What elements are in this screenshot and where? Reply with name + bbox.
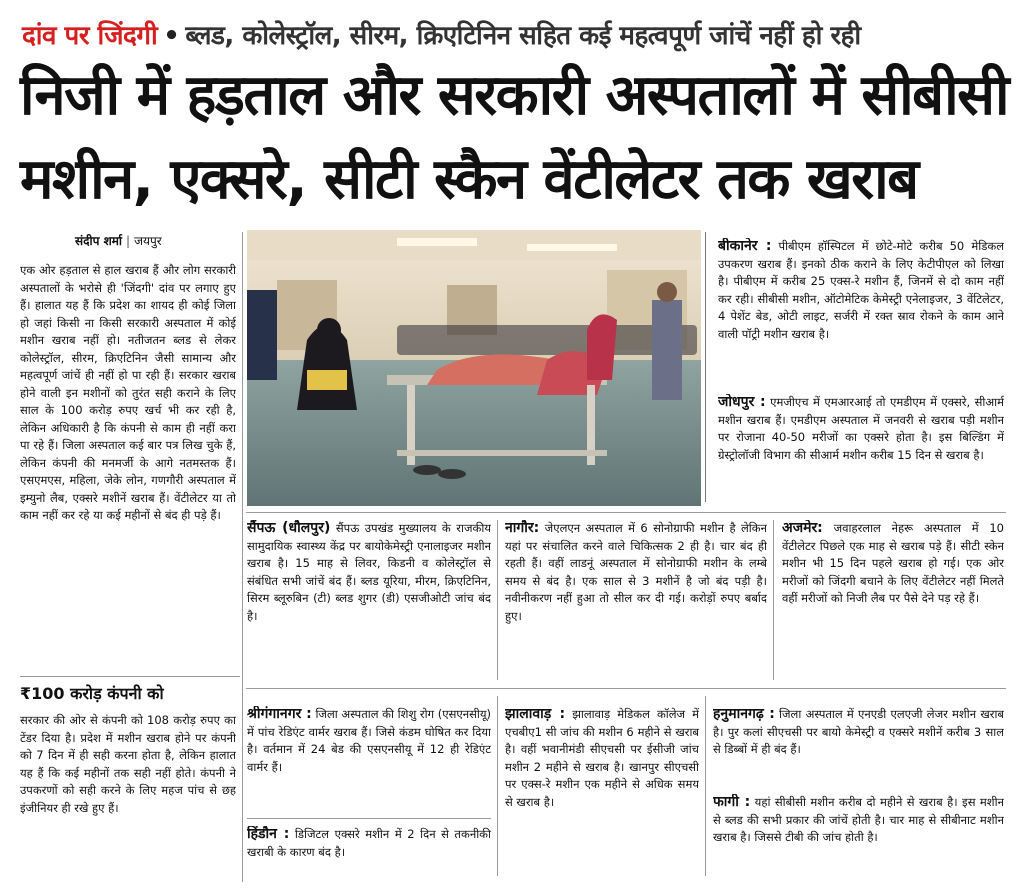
hindaun-place: हिंडौन : — [247, 826, 290, 842]
column-rule-2 — [497, 520, 498, 680]
left-body2-text: सरकार की ओर से कंपनी को 108 करोड़ रुपए का टेंडर दिया है। प्रदेश में मशीन खराब होने पर कंपनी को 7 दिन में ही सही करना होता है, लेकिन हालात यह हैं कि कई महीनों तक सही नहीं होते। कंपनी ने उपकरणों को सही करने के लिए महज पांच से छह इंजीनियर ही रखे हुए हैं। — [20, 713, 236, 815]
right-box-rule — [705, 232, 706, 502]
jodhpur-block — [718, 394, 1004, 504]
column-rule-3 — [773, 520, 774, 680]
column-rule-4 — [497, 696, 498, 876]
column-rule-5 — [705, 696, 706, 876]
hospital-photo-svg — [247, 230, 701, 506]
left-column-body — [20, 262, 236, 674]
left-column-body-2 — [20, 712, 236, 877]
jodhpur-place: जोधपुर : — [718, 394, 766, 410]
kicker-bullet: • — [163, 21, 180, 51]
hanumangarh-text: जिला अस्पताल में एनएडी एलएजी लेजर मशीन खराब है। पुर कलां सीएचसी पर बायो केमेस्ट्री व एक्सरे मशीनें करीब 3 साल से डिब्बों में ही बंद हैं। — [713, 707, 1004, 756]
kicker-text: ब्लड, कोलेस्ट्रॉल, सीरम, क्रिएटिनिन सहित कई महत्वपूर्ण जांचें नहीं हो रही — [185, 21, 861, 51]
photo-divider — [246, 512, 1006, 513]
sriganganagar-block — [247, 706, 491, 806]
bikaner-block — [718, 238, 1004, 384]
left-subhead: ₹100 करोड़ कंपनी को — [20, 684, 164, 703]
bikaner-place: बीकानेर : — [718, 238, 772, 254]
kicker-tag: दांव पर जिंदगी — [22, 21, 158, 51]
nagaur-text: जेएलएन अस्पताल में 6 सोनोग्राफी मशीन है लेकिन यहां पर संचालित करने वाले चिकित्सक 2 ही है। चार बंद ही रहती हैं। वहीं लाडनूं अस्पताल में सोनोग्राफी मशीन के लम्बे समय से बंद है। एक साल से 3 मशीनें है जो बंद पड़ी है। नवीनीकरण नहीं हुआ तो सील कर दी गई। करोड़ों रुपए बर्बाद हुए। — [505, 521, 767, 623]
byline-city: जयपुर — [134, 234, 162, 248]
saipau-block — [247, 520, 491, 672]
hanumangarh-block — [713, 706, 1004, 786]
kicker — [22, 16, 1012, 56]
hindaun-divider — [247, 818, 491, 819]
jhalawar-block — [505, 706, 699, 878]
ajmer-block — [782, 520, 1004, 672]
jhalawar-text: झालावाड़ मेडिकल कॉलेज में एचबीए1 सी जांच की मशीन 6 महीने से खराब है। वहीं भवानीमंडी सीएचसी पर ईसीजी जांच मशीन 2 महीने से खराब है। खानपुर सीएचसी पर एक्स-रे मशीन एक महीने से अधिक समय से खराब है। — [505, 707, 699, 809]
sriganganagar-text: जिला अस्पताल की शिशु रोग (एसएनसीयू) में पांच रेडिएंट वार्मर खराब हैं। जिसे कंडम घोषित कर दिया है। वर्तमान में 24 बेड की एसएनसीयू में 12 ही रेडिएंट वार्मर हैं। — [247, 707, 491, 774]
headline-line-2: मशीन, एक्सरे, सीटी स्कैन वेंटीलेटर तक खराब — [20, 147, 918, 212]
saipau-text: सैंपऊ उपखंड मुख्यालय के राजकीय सामुदायिक स्वास्थ्य केंद्र पर बायोकेमेस्ट्री एनालाइजर मशीन खराब है। 15 माह से लिवर, किडनी व कोलेस्ट्रॉल से संबंधित सभी जांचें बंद हैं। ब्लड यूरिया, मीरम, क्रिएटिनिन, सिरम ब्लूरुबिन (टी) ब्लड शुगर (डी) एसजीओटी जांच बंद है। — [247, 521, 491, 623]
nagaur-block — [505, 520, 767, 672]
jodhpur-text: एमजीएच में एमआरआई तो एमडीएम में एक्सरे, सीआर्म मशीन खराब हैं। एमडीएम अस्पताल में जनवरी से खराब पड़ी मशीन पर रोजाना 40-50 मरीजों का एक्सरे होता है। इस बिल्डिंग में ग्रेस्ट्रोलॉजी विभाग की सीआर्म मशीन करीब 15 दिन से खराब है। — [718, 395, 1004, 462]
byline-sep: | — [126, 234, 131, 248]
fagi-text: यहां सीबीसी मशीन करीब दो महीने से खराब है। इस मशीन से ब्लड की सभी प्रकार की जांचें होती है। चार माह से सीबीनाट मशीन खराब है। जिससे टीबी की जांच होती है। — [713, 795, 1004, 844]
nagaur-place: नागौर: — [505, 520, 540, 536]
column-rule-1 — [242, 232, 243, 882]
left-divider — [20, 676, 240, 677]
left-body-text: एक ओर हड़ताल से हाल खराब हैं और लोग सरकारी अस्पतालों के भरोसे ही 'जिंदगी' दांव पर लगाए हुए हैं। हालात यह हैं कि प्रदेश का शायद ही कोई जिला हो जहां किसी ना किसी सरकारी अस्पताल में कोई मशीन खराब नहीं हो। नतीजतन ब्लड से लेकर कोलेस्ट्रॉल, सीरम, क्रिएटिनिन जैसी सामान्य और महत्वपूर्ण जांचें ही नहीं हो पा रही हैं। सरकार खराब होने वाली इन मशीनों को तुरंत सही कराने के लिए साल के 100 करोड़ रुपए खर्च भी कर रही है, लेकिन अधिकारी है कि कंपनी से काम ही नहीं करा पा रहे हैं। जिला अस्पताल कई बार पत्र लिख चुके हैं, लेकिन कंपनी की मनमर्जी के आगे नतमस्तक हैं। एसएमएस, महिला, जेके लोन, गणगौरी अस्पताल में इम्युनो लैब, एक्सरे मशीनें खराब हैं। वेंटीलेटर या तो काम नहीं कर रहे या कई महीनों से बंद ही पड़े हैं। — [20, 263, 236, 522]
saipau-place: सैंपऊ (धौलपुर) — [247, 520, 331, 536]
bikaner-text: पीबीएम हॉस्पिटल में छोटे-मोटे करीब 50 मेडिकल उपकरण खराब हैं। इनको ठीक कराने के लिए केटीपीएल को लिखा है। पीबीएम में करीब 25 एक्स-रे मशीन हैं, जिनमें से दो काम नहीं कर रही। सीबीसी मशीन, ऑटोमेटिक केमेस्ट्री एनेलाइजर, 3 वेंटिलेटर, 4 पेशेंट बेड, ओटी लाइट, सर्जरी में रक्त स्राव रोकने के काम आने वाली पॉट्री मशीन खराब है। — [718, 239, 1004, 341]
sriganganagar-place: श्रीगंगानगर : — [247, 706, 312, 722]
byline — [75, 232, 162, 249]
headline-line-1: निजी में हड़ताल और सरकारी अस्पतालों में सीबीसी — [20, 63, 1009, 128]
hanumangarh-place: हनुमानगढ़ : — [713, 706, 775, 722]
ajmer-place: अजमेर: — [782, 520, 823, 536]
byline-author: संदीप शर्मा — [75, 234, 123, 248]
fagi-block — [713, 794, 1004, 878]
jhalawar-place: झालावाड़ : — [505, 706, 566, 722]
hospital-photo — [247, 230, 701, 506]
hindaun-block — [247, 826, 491, 878]
fagi-place: फागी : — [713, 794, 751, 810]
hindaun-text: डिजिटल एक्सरे मशीन में 2 दिन से तकनीकी खराबी के कारण बंद है। — [247, 827, 491, 859]
middle-divider — [246, 688, 1006, 689]
ajmer-text: जवाहरलाल नेहरू अस्पताल में 10 वेंटीलेटर पिछले एक माह से खराब पड़े हैं। सीटी स्केन मशीन भी 15 दिन पहले खराब हो गई। एक ओर मरीजों को जिंदगी बचाने के लिए वेंटीलेटर नहीं मिलते वहीं मरीजों को निजी लैब पर पैसे देने पड़ रहे हैं। — [782, 521, 1004, 605]
